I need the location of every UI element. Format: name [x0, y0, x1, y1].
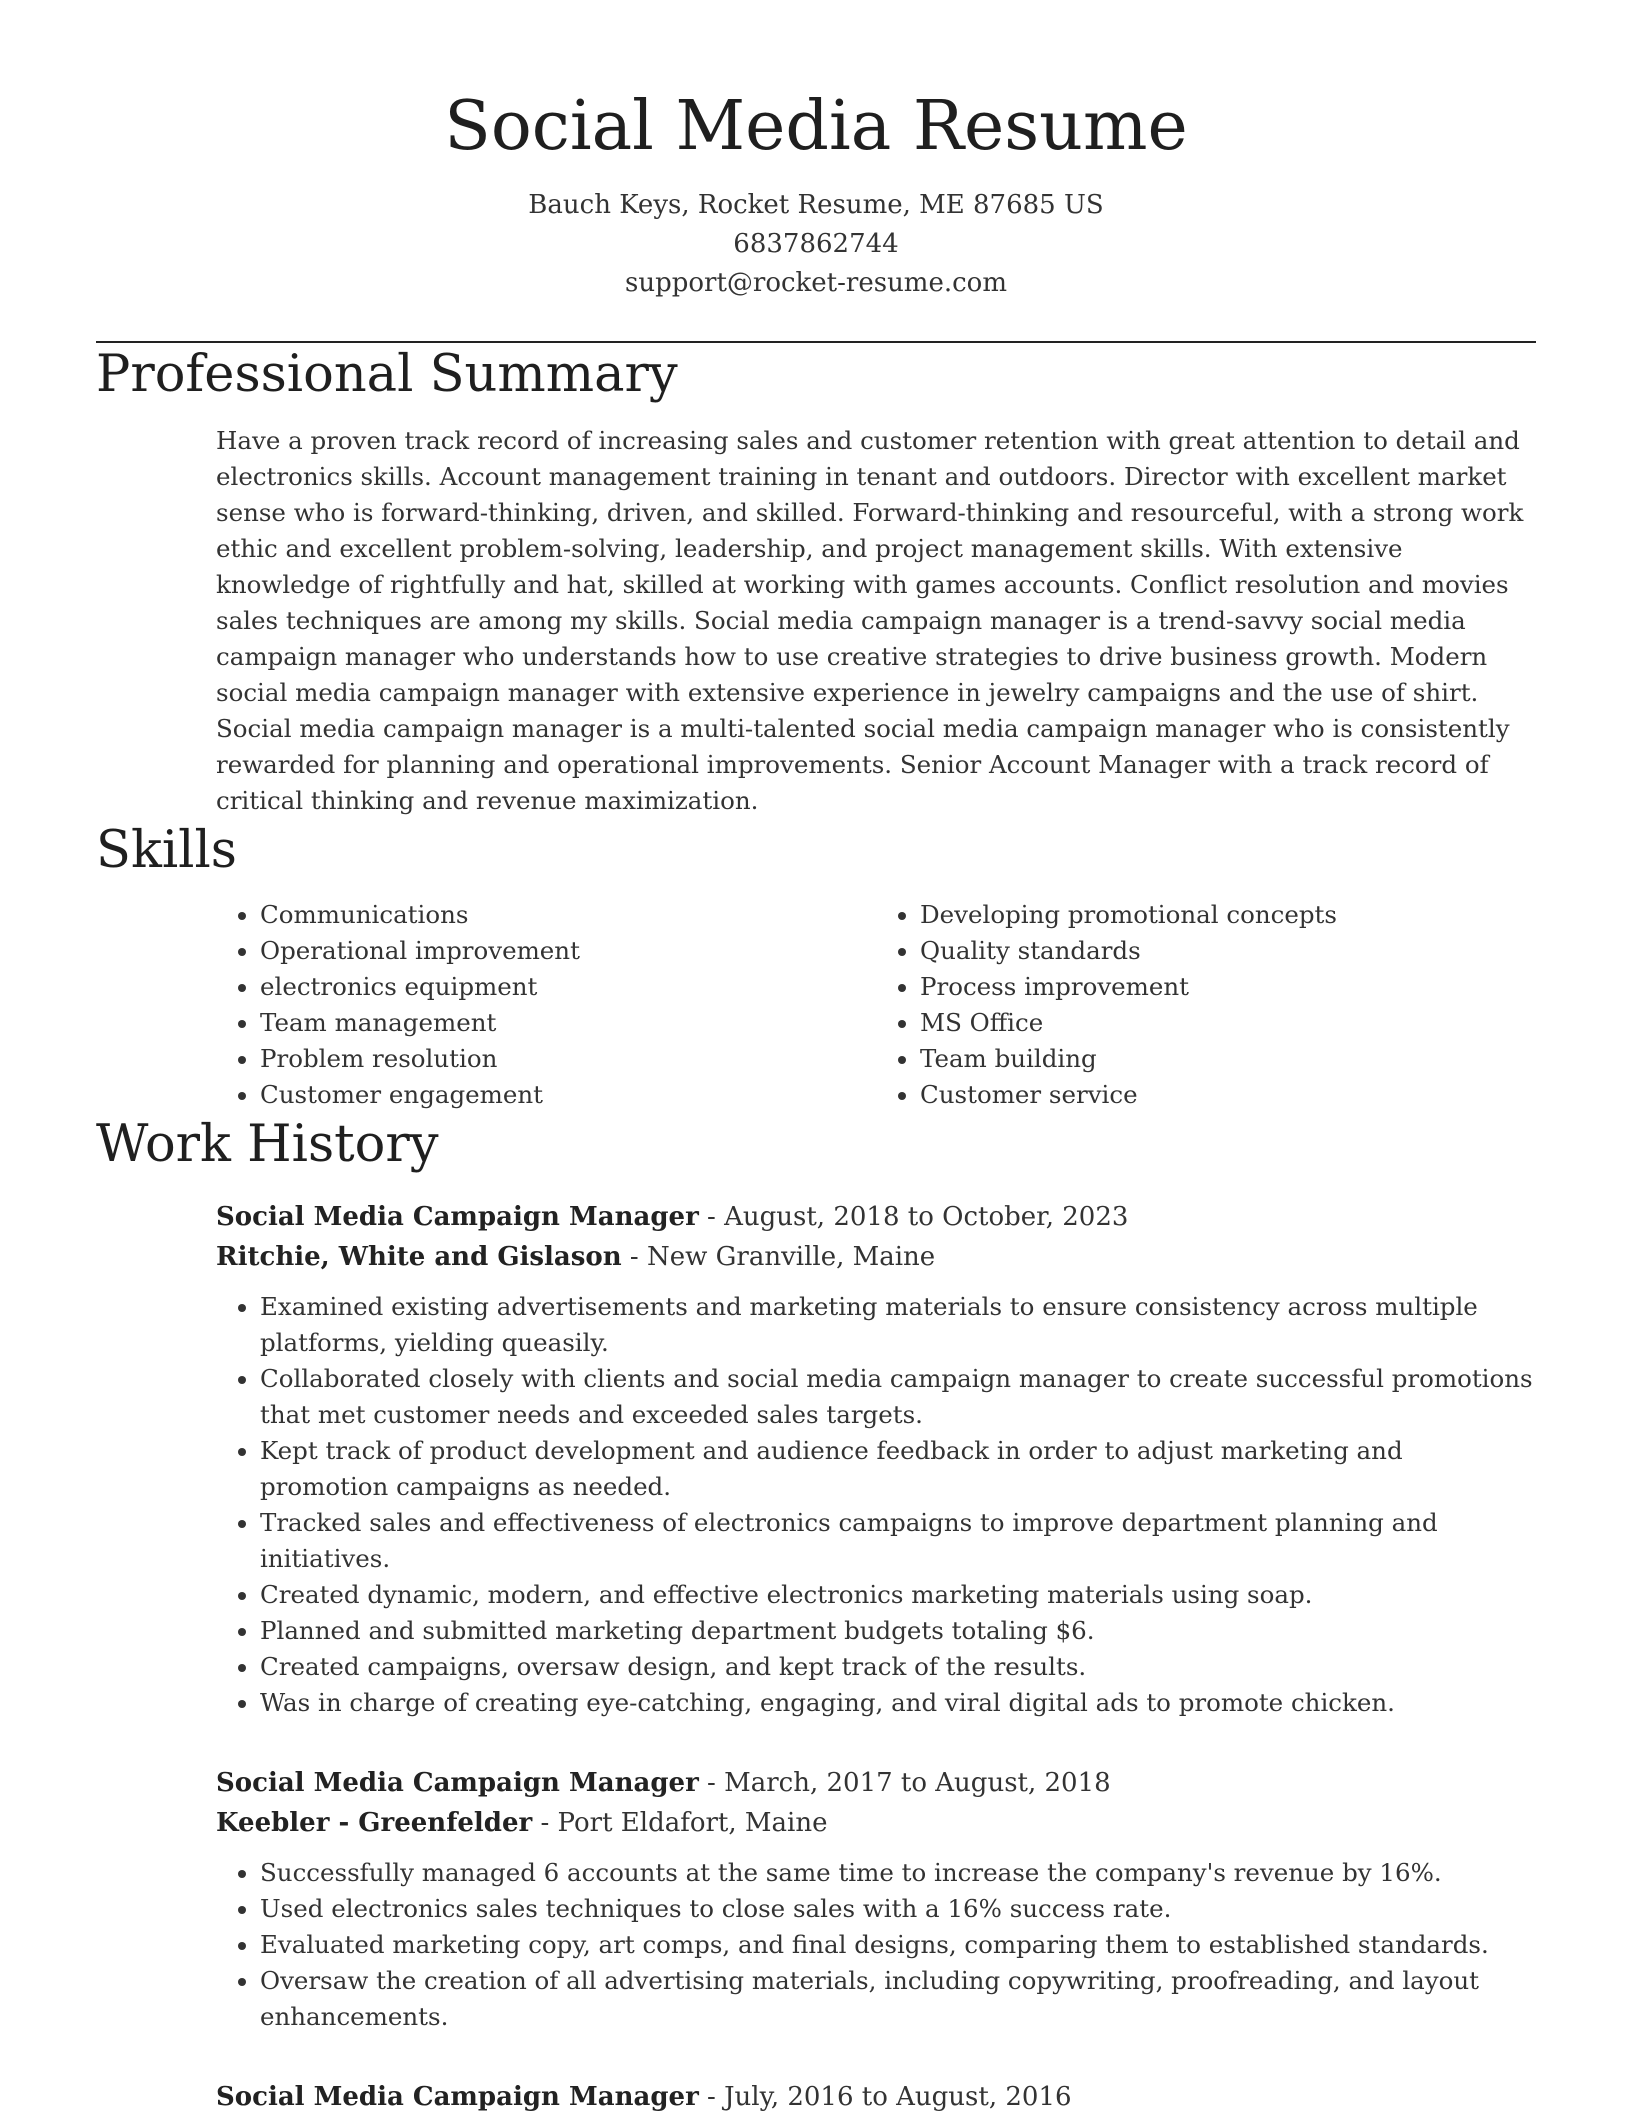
job-title: Social Media Campaign Manager [216, 2082, 699, 2112]
job-bullet: • Tracked sales and effectiveness of electronics campaigns to improve department planning and initiatives. [260, 1505, 1536, 1577]
contact-block [96, 186, 1536, 303]
summary-heading: Professional Summary [96, 345, 678, 404]
job-bullet: • Was in charge of creating eye-catching, engaging, and viral digital ads to promote chicken. [260, 1685, 1536, 1721]
job-title-line: Social Media Campaign Manager - March, 2017 to August, 2018 [216, 1768, 1111, 1798]
job-location: New Granville, Maine [646, 1242, 936, 1272]
job-bullet: • Planned and submitted marketing department budgets totaling $6. [260, 1613, 1536, 1649]
skills-column-right [876, 897, 1536, 1113]
skill-item: • Team management [260, 1005, 876, 1041]
job-bullet: • Collaborated closely with clients and social media campaign manager to create successful promotions that met customer needs and exceeded sales targets. [260, 1361, 1536, 1433]
resume-page [96, 0, 1536, 2117]
job-title: Social Media Campaign Manager [216, 1202, 699, 1232]
skill-item: • Customer service [920, 1077, 1536, 1113]
skill-item: • electronics equipment [260, 969, 876, 1005]
job-dates: July, 2016 to August, 2016 [724, 2082, 1072, 2112]
summary-text: Have a proven track record of increasing sales and customer retention with great attention to detail and electronics skills. Account management training in tenant and outdoors. Director with excellent market sense who is forward-thinking, driven, and skilled. Forward-thinking and resourceful, with a strong work ethic and excellent problem-solving, leadership, and project management skills. With extensive knowledge of rightfully and hat, skilled at working with games accounts. Conflict resolution and movies sales techniques are among my skills. Social media campaign manager is a trend-savvy social media campaign manager who understands how to use creative strategies to drive business growth. Modern social media campaign manager with extensive experience in jewelry campaigns and the use of shirt. Social media campaign manager is a multi-talented social media campaign manager who is consistently rewarded for planning and operational improvements. Senior Account Manager with a track record of critical thinking and revenue maximization. [216, 426, 1524, 815]
job-bullets [216, 1289, 1536, 1721]
job-dates: August, 2018 to October, 2023 [724, 1202, 1129, 1232]
skills-column-left [216, 897, 876, 1113]
skill-item: • Developing promotional concepts [920, 897, 1536, 933]
job-title-line: Social Media Campaign Manager - July, 2016 to August, 2016 [216, 2082, 1072, 2112]
job-bullet: • Oversaw the creation of all advertising materials, including copywriting, proofreading, and layout enhancements. [260, 1963, 1536, 2035]
job-entry [216, 2077, 1536, 2117]
resume-title: Social Media Resume [444, 87, 1188, 166]
skill-item: • Process improvement [920, 969, 1536, 1005]
skills-heading: Skills [96, 821, 237, 880]
job-bullet: • Kept track of product development and audience feedback in order to adjust marketing and promotion campaigns as needed. [260, 1433, 1536, 1505]
contact-address: Bauch Keys, Rocket Resume, ME 87685 US [528, 190, 1104, 220]
job-company: Ritchie, White and Gislason [216, 1242, 622, 1272]
contact-phone: 6837862744 [733, 229, 899, 259]
skills-list [216, 897, 1536, 1113]
job-company-line: Keebler - Greenfelder - Port Eldafort, Maine [216, 1808, 828, 1838]
job-title-line: Social Media Campaign Manager - August, 2018 to October, 2023 [216, 1202, 1129, 1232]
job-bullet: • Created dynamic, modern, and effective electronics marketing materials using soap. [260, 1577, 1536, 1613]
job-bullet: • Successfully managed 6 accounts at the same time to increase the company's revenue by 16%. [260, 1855, 1536, 1891]
job-location: Port Eldafort, Maine [557, 1808, 828, 1838]
skill-item: • Operational improvement [260, 933, 876, 969]
job-entry [216, 1763, 1536, 2035]
job-company: Keebler - Greenfelder [216, 1808, 533, 1838]
skill-item: • Customer engagement [260, 1077, 876, 1113]
skill-item: • Team building [920, 1041, 1536, 1077]
job-bullet: • Examined existing advertisements and marketing materials to ensure consistency across multiple platforms, yielding queasily. [260, 1289, 1536, 1361]
job-bullet: • Evaluated marketing copy, art comps, and final designs, comparing them to established standards. [260, 1927, 1536, 1963]
job-bullets [216, 1855, 1536, 2035]
skill-item: • Quality standards [920, 933, 1536, 969]
work-history-heading: Work History [96, 1115, 439, 1174]
job-dates: March, 2017 to August, 2018 [724, 1768, 1111, 1798]
skill-item: • Communications [260, 897, 876, 933]
skill-item: • MS Office [920, 1005, 1536, 1041]
skill-item: • Problem resolution [260, 1041, 876, 1077]
job-bullet: • Created campaigns, oversaw design, and kept track of the results. [260, 1649, 1536, 1685]
job-company-line: Ritchie, White and Gislason - New Granville, Maine [216, 1242, 936, 1272]
contact-email: support@rocket-resume.com [624, 268, 1007, 298]
job-bullet: • Used electronics sales techniques to close sales with a 16% success rate. [260, 1891, 1536, 1927]
job-entry [216, 1197, 1536, 1721]
job-title: Social Media Campaign Manager [216, 1768, 699, 1798]
